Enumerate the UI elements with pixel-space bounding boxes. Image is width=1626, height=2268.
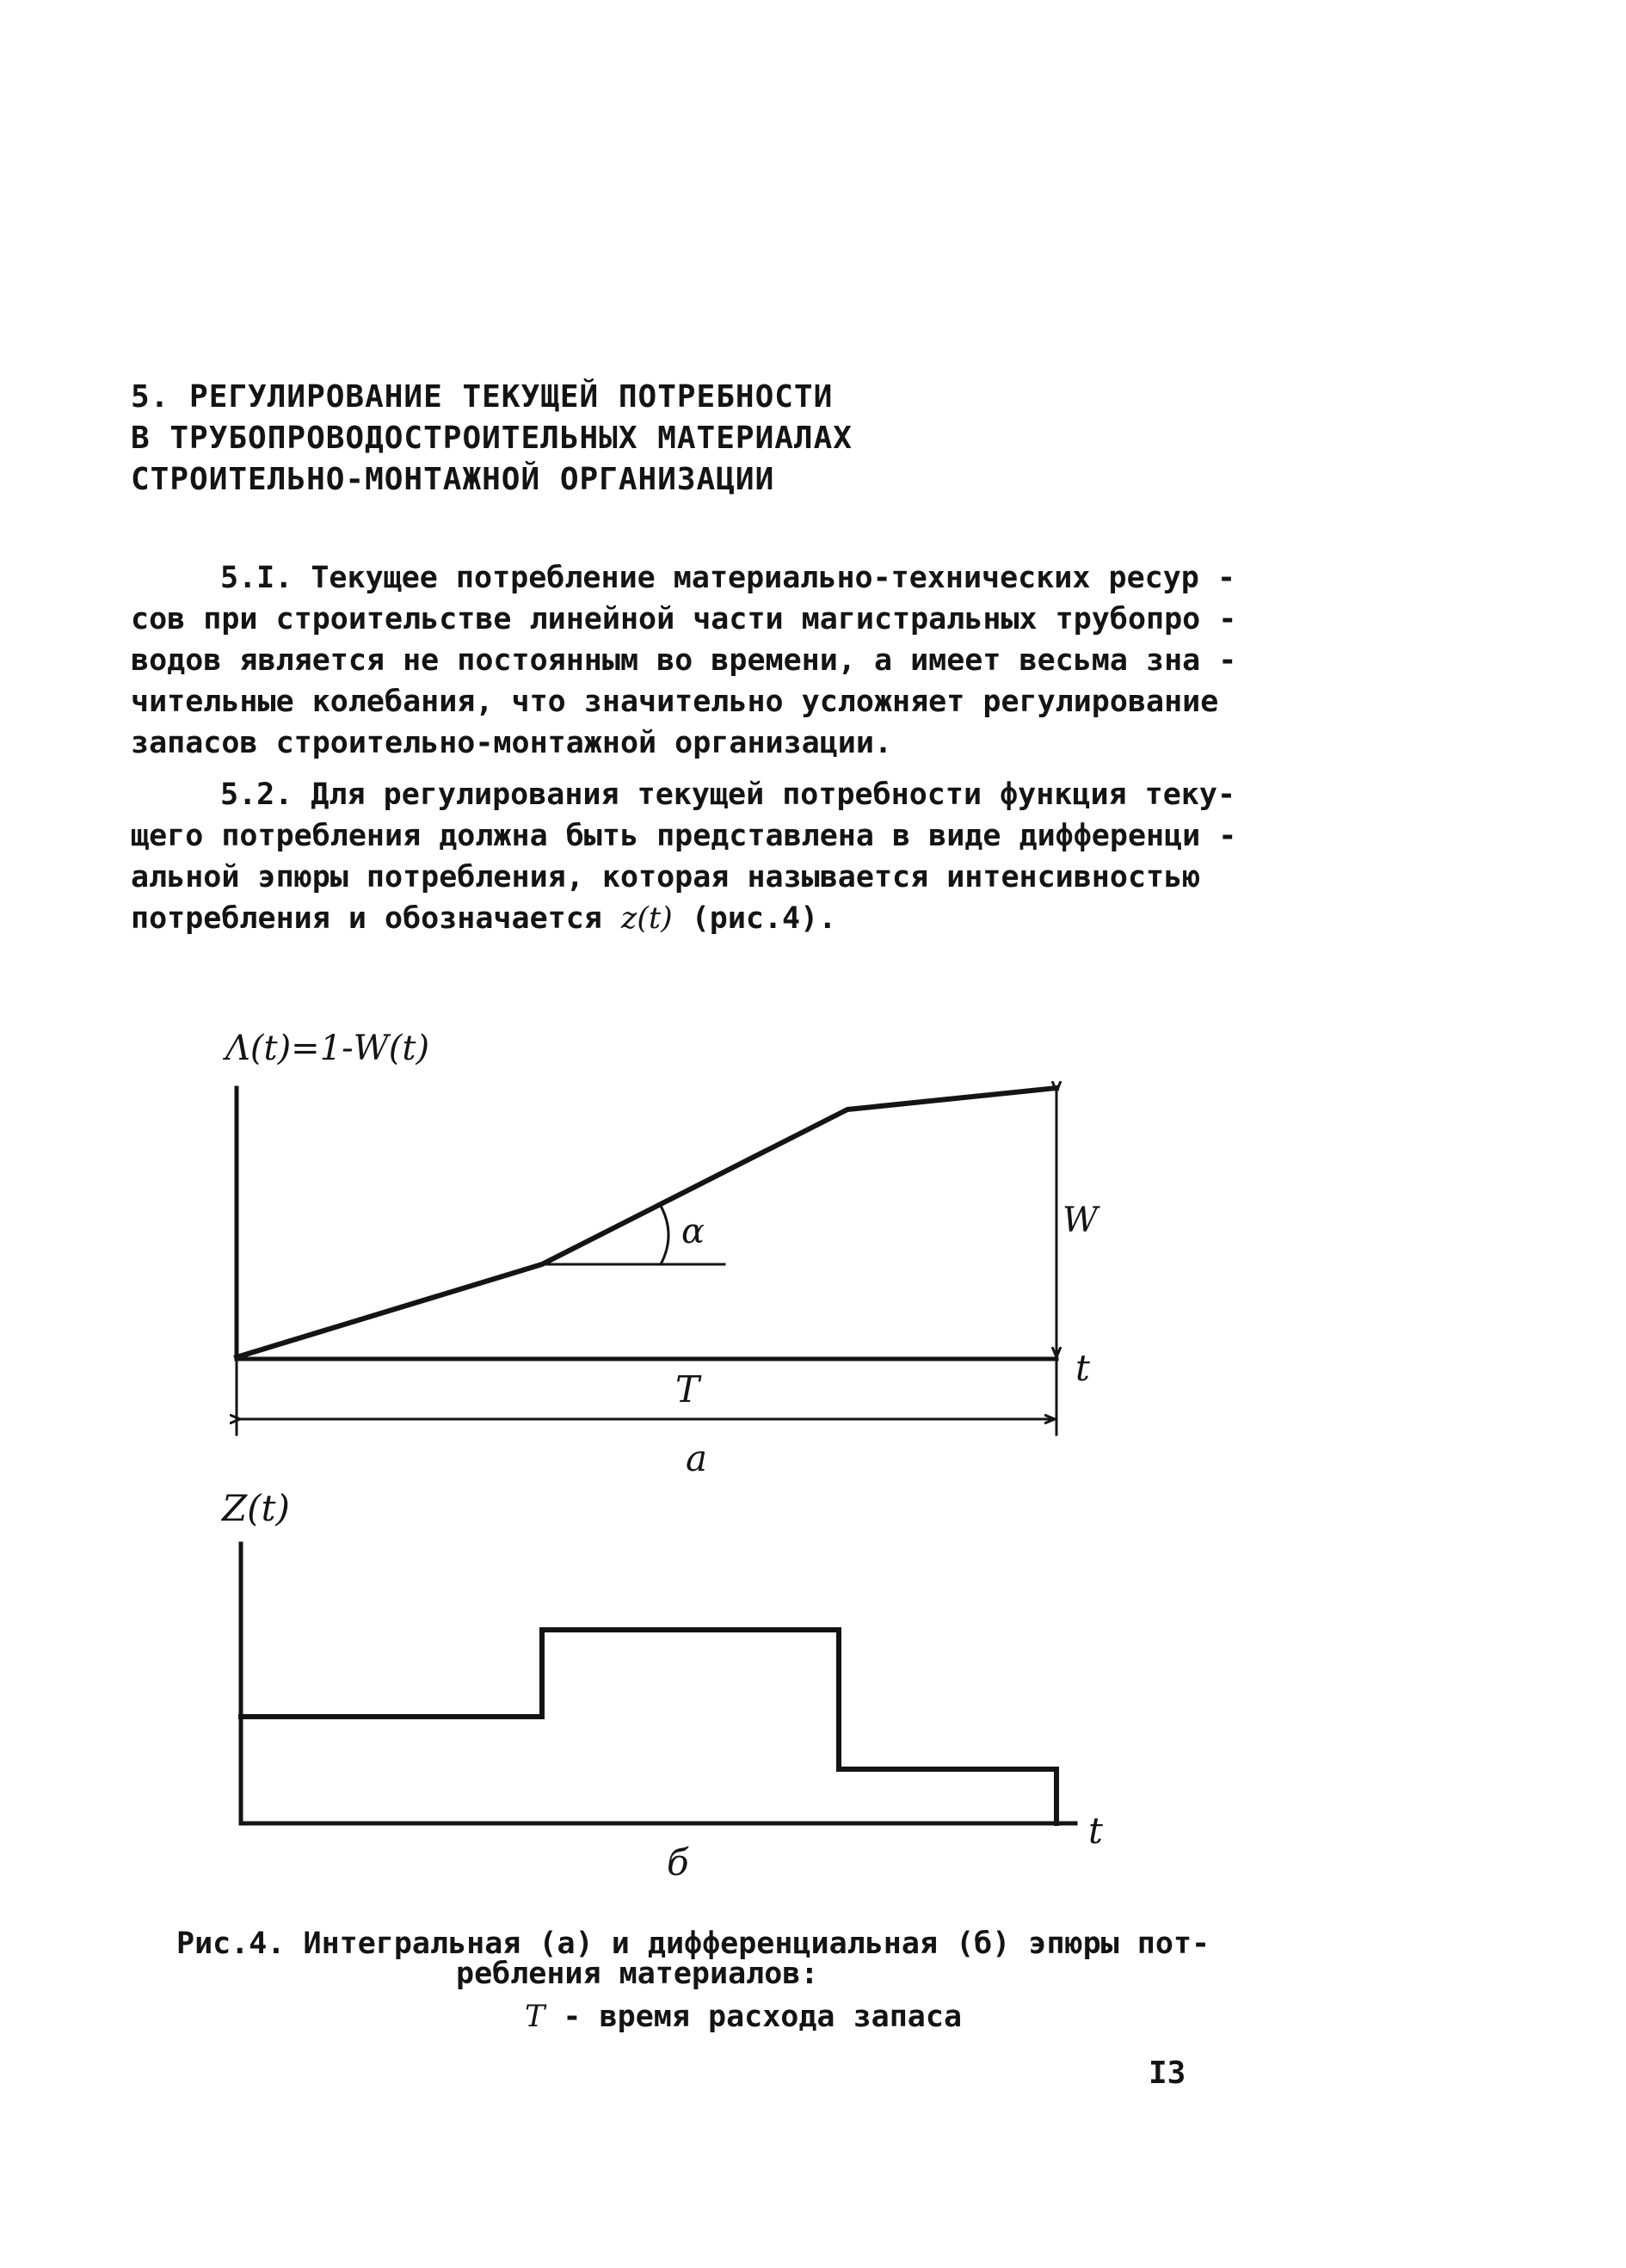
paragraph-text: (рис.4). <box>691 901 837 936</box>
angle-arc <box>661 1206 668 1264</box>
y-axis-label-a: Λ(t)=1-W(t) <box>225 1029 430 1068</box>
paragraph-line: запасов строительно-монтажной организации. <box>131 726 893 760</box>
t-axis-label-a: t <box>1075 1347 1090 1389</box>
t-axis-label-b: t <box>1088 1810 1103 1852</box>
paragraph-line: 5.2. Для регулирования текущей потребности функция теку- <box>220 778 1236 812</box>
caption-symbol-t: T <box>525 2000 545 2034</box>
paragraph-line: водов является не постоянным во времени, а имеет весьма зна - <box>131 643 1237 678</box>
page-number: I3 <box>1149 2056 1186 2091</box>
heading-line-1: 5. РЕГУЛИРОВАНИЕ ТЕКУЩЕЙ ПОТРЕБНОСТИ <box>131 379 834 415</box>
angle-label: α <box>681 1212 705 1251</box>
heading-line-2: В ТРУБОПРОВОДОСТРОИТЕЛЬНЫХ МАТЕРИАЛАХ <box>131 421 853 456</box>
paragraph-text: потребления и обозначается <box>131 901 602 936</box>
figure-a-sublabel: a <box>686 1437 708 1479</box>
period-label: T <box>675 1368 700 1411</box>
figure-caption-line-3 <box>525 2000 962 2034</box>
figure-b-sublabel: б <box>667 1841 689 1884</box>
heading-line-3: СТРОИТЕЛЬНО-МОНТАЖНОЙ ОРГАНИЗАЦИИ <box>131 462 775 497</box>
paragraph-line: 5.I. Текущее потребление материально-технических ресур - <box>220 561 1236 595</box>
paragraph-line: чительные колебания, что значительно усложняет регулирование <box>131 685 1219 719</box>
figure-b-differential <box>241 1544 1075 1823</box>
formula-z-t: z(t) <box>620 901 673 936</box>
paragraph-line: щего потребления должна быть представлена в виде дифференци - <box>131 819 1237 853</box>
figure-caption-line-2: ребления материалов: <box>456 1957 819 1991</box>
consumption-curve <box>237 1088 1056 1357</box>
paragraph-line: альной эпюры потребления, которая называется интенсивностью <box>131 860 1201 894</box>
caption-text: - время расхода запаса <box>545 2000 963 2034</box>
figure-a-integral <box>237 1088 1056 1435</box>
w-label: W <box>1062 1201 1099 1240</box>
paragraph-line: сов при строительстве линейной части магистральных трубопро - <box>131 602 1237 636</box>
figure-caption-line-1: Рис.4. Интегральная (а) и дифференциальная (б) эпюры пот- <box>176 1927 1210 1961</box>
y-axis-label-b: Z(t) <box>222 1487 290 1529</box>
intensity-steps <box>241 1630 1056 1823</box>
